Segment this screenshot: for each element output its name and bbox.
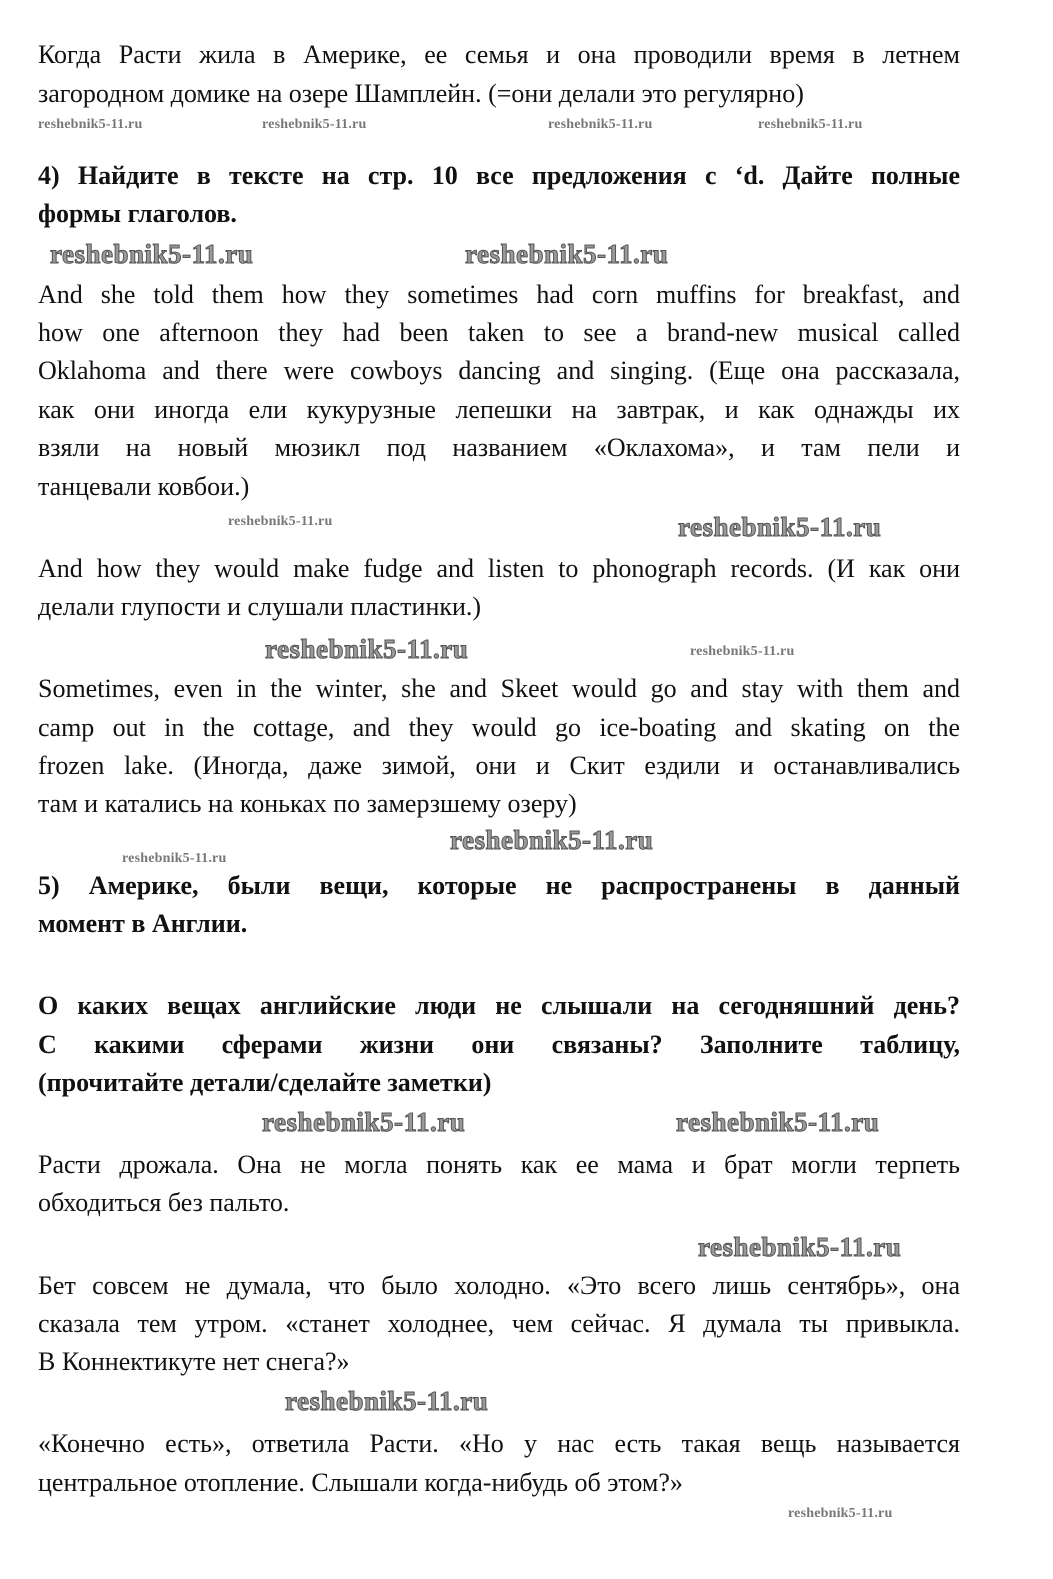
text-line: момент в Англии. bbox=[38, 909, 248, 938]
watermark: reshebnik5-11.ru bbox=[50, 239, 254, 269]
watermark: reshebnik5-11.ru bbox=[676, 1107, 880, 1137]
text-line: танцевали ковбои.) bbox=[38, 472, 250, 501]
watermark: reshebnik5-11.ru bbox=[450, 825, 654, 855]
text-line: And she told them how they sometimes had corn muffins for breakfast, and bbox=[38, 280, 960, 309]
text-line: сказала тем утром. «станет холоднее, чем сейчас. Я думала ты привыкла. bbox=[38, 1309, 960, 1338]
watermark: reshebnik5-11.ru bbox=[678, 512, 882, 542]
text-line: «Конечно есть», ответила Расти. «Но у нас есть такая вещь называется bbox=[38, 1429, 960, 1458]
text-line: В Коннектикуте нет снега?» bbox=[38, 1347, 350, 1376]
watermark: reshebnik5-11.ru bbox=[690, 644, 795, 659]
watermark: reshebnik5-11.ru bbox=[38, 117, 143, 132]
watermark: reshebnik5-11.ru bbox=[265, 634, 469, 664]
watermark: reshebnik5-11.ru bbox=[228, 514, 333, 529]
text-line: Когда Расти жила в Америке, ее семья и она проводили время в летнем bbox=[38, 40, 960, 69]
text-line: как они иногда ели кукурузные лепешки на завтрак, и как однажды их bbox=[38, 395, 960, 424]
text-line: Бет совсем не думала, что было холодно. «Это всего лишь сентябрь», она bbox=[38, 1271, 960, 1300]
text-line: 5) Америке, были вещи, которые не распространены в данный bbox=[38, 871, 960, 900]
text-line: how one afternoon they had been taken to see a brand-new musical called bbox=[38, 318, 960, 347]
text-line: 4) Найдите в тексте на стр. 10 все предложения с ‘d. Дайте полные bbox=[38, 161, 960, 190]
text-line: С какими сферами жизни они связаны? Заполните таблицу, bbox=[38, 1030, 960, 1059]
text-line: обходиться без пальто. bbox=[38, 1188, 290, 1217]
watermark: reshebnik5-11.ru bbox=[758, 117, 863, 132]
text-line: Oklahoma and there were cowboys dancing and singing. (Еще она рассказала, bbox=[38, 356, 960, 385]
text-line: загородном домике на озере Шамплейн. (=они делали это регулярно) bbox=[38, 79, 804, 108]
watermark: reshebnik5-11.ru bbox=[465, 239, 669, 269]
watermark: reshebnik5-11.ru bbox=[262, 117, 367, 132]
text-line: центральное отопление. Слышали когда-нибудь об этом?» bbox=[38, 1468, 683, 1497]
text-line: там и катались на коньках по замерзшему озеру) bbox=[38, 789, 577, 818]
watermark: reshebnik5-11.ru bbox=[285, 1386, 489, 1416]
watermark: reshebnik5-11.ru bbox=[788, 1506, 893, 1521]
watermark: reshebnik5-11.ru bbox=[122, 851, 227, 866]
text-line: camp out in the cottage, and they would go ice-boating and skating on the bbox=[38, 713, 960, 742]
text-line: формы глаголов. bbox=[38, 199, 237, 228]
text-line: взяли на новый мюзикл под названием «Оклахома», и там пели и bbox=[38, 433, 960, 462]
text-line: О каких вещах английские люди не слышали на сегодняшний день? bbox=[38, 991, 960, 1020]
text-line: And how they would make fudge and listen to phonograph records. (И как они bbox=[38, 554, 960, 583]
text-line: Расти дрожала. Она не могла понять как ее мама и брат могли терпеть bbox=[38, 1150, 960, 1179]
text-line: (прочитайте детали/сделайте заметки) bbox=[38, 1068, 492, 1097]
text-line: делали глупости и слушали пластинки.) bbox=[38, 592, 482, 621]
watermark: reshebnik5-11.ru bbox=[262, 1107, 466, 1137]
watermark: reshebnik5-11.ru bbox=[548, 117, 653, 132]
text-line: Sometimes, even in the winter, she and Skeet would go and stay with them and bbox=[38, 674, 960, 703]
watermark: reshebnik5-11.ru bbox=[698, 1232, 902, 1262]
text-line: frozen lake. (Иногда, даже зимой, они и Скит ездили и останавливались bbox=[38, 751, 960, 780]
